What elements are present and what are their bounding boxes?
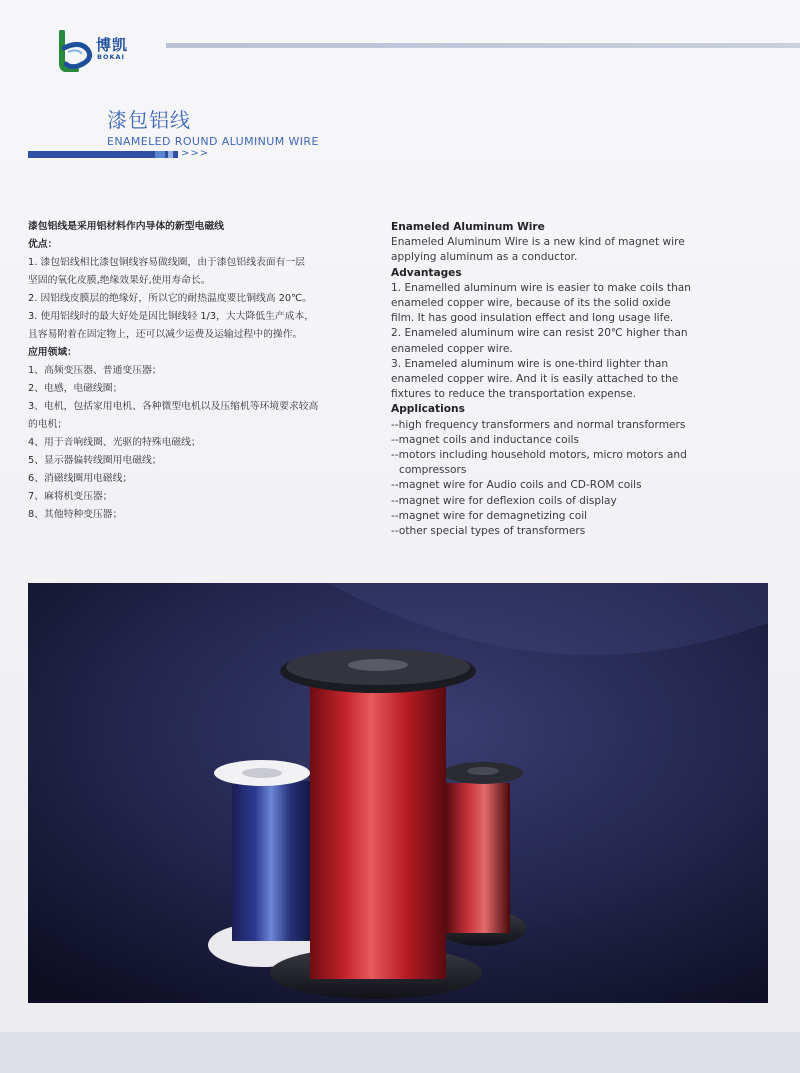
page-title-cn: 漆包铝线 — [107, 108, 191, 132]
en-application-line: --high frequency transformers and normal transformers — [391, 418, 686, 431]
cn-application-line: 2、电感，电磁线圈； — [28, 383, 123, 394]
en-advantage-line: film. It has good insulation effect and long usage life. — [391, 312, 674, 325]
en-application-line: --magnet coils and inductance coils — [391, 433, 580, 446]
title-square-3 — [168, 151, 173, 158]
en-advantages-heading: Advantages — [391, 266, 462, 279]
title-square-1 — [142, 151, 152, 158]
cn-application-line: 3、电机，包括家用电机、各种微型电机以及压缩机等环境要求较高 — [28, 401, 319, 412]
cn-applications-heading: 应用领域： — [28, 347, 77, 358]
header-rule — [166, 43, 800, 48]
en-advantage-line: enameled copper wire. — [391, 342, 513, 355]
title-square-2 — [155, 151, 165, 158]
en-advantage-line: enameled copper wire. And it is easily attached to the — [391, 373, 679, 386]
cn-application-line: 4、用于音响线圈、光驱的特殊电磁线； — [28, 437, 201, 448]
cn-application-line: 1、高频变压器、普通变压器； — [28, 365, 162, 376]
en-heading: Enameled Aluminum Wire — [391, 221, 545, 233]
cn-advantage-line: 坚固的氧化皮膜,绝缘效果好,使用寿命长。 — [28, 275, 211, 286]
brand-logo — [56, 30, 166, 72]
logo-cn-text: 博凯 — [96, 36, 129, 54]
cn-application-line: 8、其他特种变压器； — [28, 509, 123, 520]
en-advantage-line: enameled copper wire, because of its the solid oxide — [391, 297, 671, 310]
cn-application-line: 的电机； — [28, 419, 68, 430]
en-advantage-line: 1. Enamelled aluminum wire is easier to make coils than — [391, 281, 692, 294]
en-application-line: --magnet wire for demagnetizing coil — [391, 509, 588, 522]
cn-advantage-line: 1. 漆包铝线相比漆包铜线容易做线圈，由于漆包铝线表面有一层 — [28, 257, 305, 268]
en-advantage-line: 2. Enameled aluminum wire can resist 20℃ higher than — [391, 327, 688, 340]
cn-advantage-line: 3. 使用铝线时的最大好处是因比铜线轻 1/3，大大降低生产成本， — [28, 311, 315, 322]
cn-application-line: 7、麻将机变压器； — [28, 491, 113, 502]
en-text-column — [391, 220, 721, 539]
cn-application-line: 6、消磁线圈用电磁线； — [28, 473, 133, 484]
cn-application-line: 5、显示器偏转线圈用电磁线； — [28, 455, 162, 466]
en-application-line: --motors including household motors, micro motors and — [391, 449, 687, 462]
cn-advantage-line: 2. 因铝线皮膜层的绝缘好，所以它的耐热温度要比铜线高 20℃。 — [28, 293, 312, 304]
en-application-line: --magnet wire for deflexion coils of display — [391, 494, 617, 507]
cn-advantage-line: 且容易附着在固定物上，还可以减少运费及运输过程中的操作。 — [28, 329, 303, 340]
cn-text-column — [28, 218, 358, 524]
logo-en-text: BOKAI — [97, 53, 125, 61]
product-photo — [28, 583, 768, 1003]
en-application-line: compressors — [399, 464, 467, 477]
en-application-line: --magnet wire for Audio coils and CD-ROM coils — [391, 479, 642, 492]
page-bottom-band — [0, 1032, 800, 1073]
bokai-logo-icon — [56, 30, 96, 72]
page-title-en: ENAMELED ROUND ALUMINUM WIRE — [107, 135, 319, 148]
en-applications-heading: Applications — [391, 403, 465, 416]
en-advantage-line: fixtures to reduce the transportation expense. — [391, 388, 636, 401]
title-arrows: >>> — [181, 148, 210, 159]
cn-advantages-heading: 优点： — [28, 239, 58, 250]
en-intro-line: Enameled Aluminum Wire is a new kind of magnet wire — [391, 236, 685, 249]
en-advantage-line: 3. Enameled aluminum wire is one-third lighter than — [391, 357, 669, 370]
en-application-line: --other special types of transformers — [391, 525, 586, 538]
en-intro-line: applying aluminum as a conductor. — [391, 251, 578, 264]
cn-intro: 漆包铝线是采用铝材料作内导体的新型电磁线 — [28, 221, 224, 232]
